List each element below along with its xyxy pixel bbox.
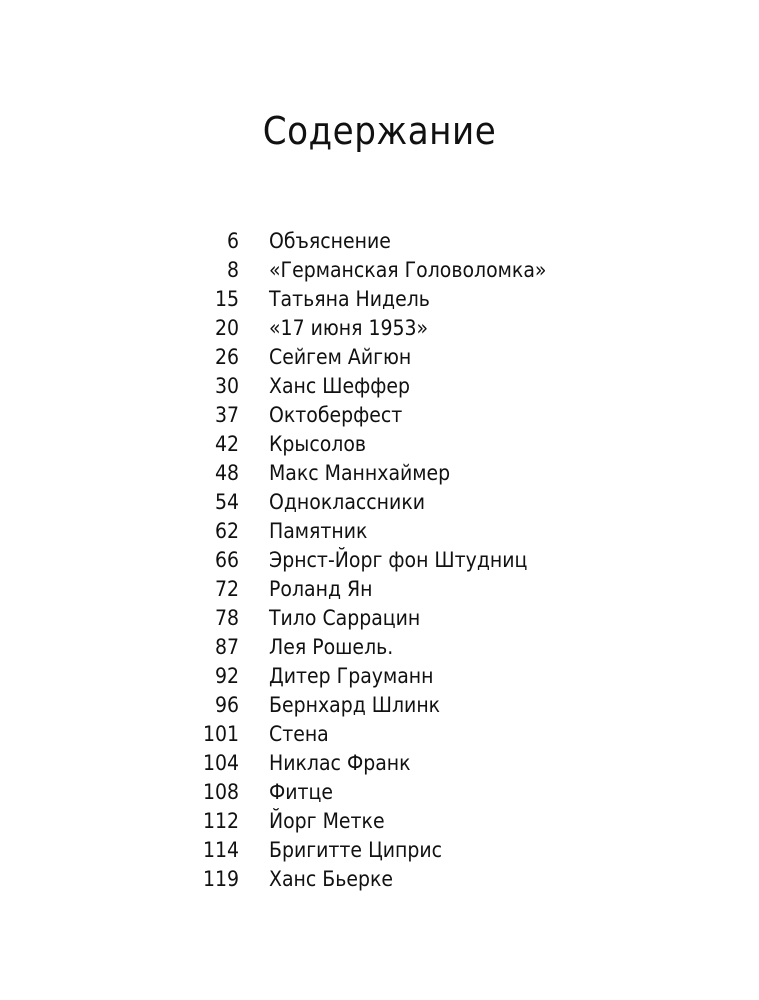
table-of-contents (0, 227, 759, 894)
toc-entry[interactable] (0, 256, 759, 285)
toc-entry[interactable] (0, 517, 759, 546)
toc-page-number: 8 (226, 258, 239, 282)
toc-page-number: 42 (214, 432, 239, 456)
toc-entry-title: Объяснение (269, 229, 391, 253)
toc-entry[interactable] (0, 633, 759, 662)
toc-entry-title: Ханс Шеффер (269, 374, 411, 398)
toc-entry[interactable] (0, 865, 759, 894)
toc-entry-title: «17 июня 1953» (269, 316, 429, 340)
toc-page-number: 6 (226, 229, 239, 253)
toc-page-number: 26 (214, 345, 239, 369)
toc-entry-title: Лея Рошель. (269, 635, 394, 659)
toc-page-number: 62 (214, 519, 239, 543)
toc-entry-title: «Германская Головоломка» (269, 258, 547, 282)
toc-page-number: 48 (214, 461, 239, 485)
toc-entry[interactable] (0, 227, 759, 256)
toc-page-number: 30 (214, 374, 239, 398)
toc-entry[interactable] (0, 662, 759, 691)
toc-entry-title: Памятник (269, 519, 368, 543)
page-title: Содержание (262, 109, 497, 153)
toc-page-number: 54 (214, 490, 239, 514)
toc-entry[interactable] (0, 314, 759, 343)
toc-entry-title: Йорг Метке (269, 809, 385, 833)
toc-entry-title: Эрнст-Йорг фон Штудниц (269, 548, 528, 572)
toc-entry-title: Октоберфест (269, 403, 403, 427)
toc-entry-title: Ханс Бьерке (269, 867, 394, 891)
toc-entry-title: Макс Маннхаймер (269, 461, 451, 485)
toc-entry-title: Крысолов (269, 432, 367, 456)
toc-entry-title: Тило Саррацин (269, 606, 421, 630)
toc-page-number: 112 (202, 809, 239, 833)
toc-entry-title: Дитер Грауманн (269, 664, 434, 688)
toc-page-number: 20 (214, 316, 239, 340)
toc-page-number: 37 (214, 403, 239, 427)
toc-entry[interactable] (0, 778, 759, 807)
toc-page-number: 87 (214, 635, 239, 659)
toc-entry-title: Бригитте Циприс (269, 838, 443, 862)
toc-entry[interactable] (0, 691, 759, 720)
toc-page-number: 114 (202, 838, 239, 862)
toc-entry[interactable] (0, 401, 759, 430)
toc-page-number: 108 (202, 780, 239, 804)
toc-entry[interactable] (0, 604, 759, 633)
toc-entry-title: Роланд Ян (269, 577, 373, 601)
toc-entry-title: Фитце (269, 780, 334, 804)
toc-entry-title: Стена (269, 722, 329, 746)
toc-page-number: 101 (202, 722, 239, 746)
toc-page-number: 119 (202, 867, 239, 891)
toc-entry-title: Одноклассники (269, 490, 426, 514)
toc-entry[interactable] (0, 807, 759, 836)
toc-entry-title: Никлас Франк (269, 751, 411, 775)
toc-entry-title: Сейгем Айгюн (269, 345, 412, 369)
toc-entry[interactable] (0, 575, 759, 604)
toc-entry[interactable] (0, 343, 759, 372)
toc-page-number: 92 (214, 664, 239, 688)
toc-entry[interactable] (0, 372, 759, 401)
toc-page-number: 15 (214, 287, 239, 311)
toc-entry[interactable] (0, 488, 759, 517)
toc-entry[interactable] (0, 546, 759, 575)
toc-page-number: 96 (214, 693, 239, 717)
toc-entry[interactable] (0, 749, 759, 778)
toc-page-number: 78 (214, 606, 239, 630)
toc-entry[interactable] (0, 430, 759, 459)
toc-entry-title: Татьяна Нидель (269, 287, 430, 311)
toc-entry[interactable] (0, 836, 759, 865)
toc-entry-title: Бернхард Шлинк (269, 693, 441, 717)
toc-page-number: 72 (214, 577, 239, 601)
toc-page-number: 66 (214, 548, 239, 572)
toc-entry[interactable] (0, 285, 759, 314)
toc-entry[interactable] (0, 720, 759, 749)
toc-page-number: 104 (202, 751, 239, 775)
toc-entry[interactable] (0, 459, 759, 488)
